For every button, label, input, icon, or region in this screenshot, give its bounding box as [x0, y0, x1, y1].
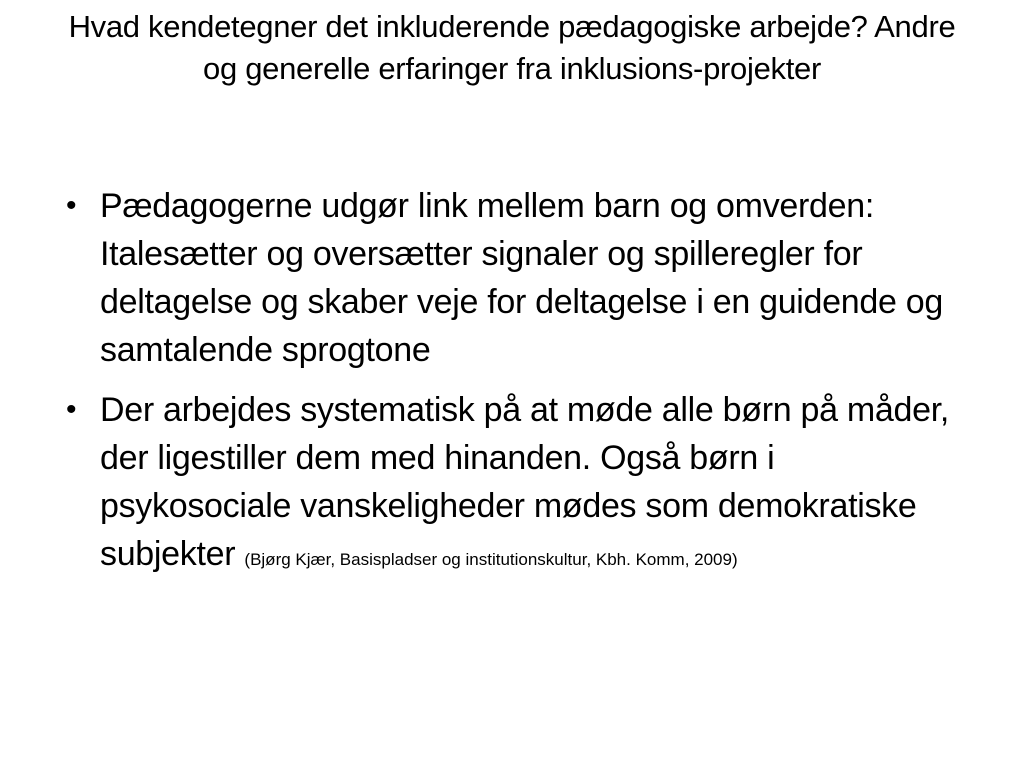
bullet-icon: • — [66, 393, 77, 426]
citation: (Bjørg Kjær, Basispladser og institutionskultur, Kbh. Komm, 2009) — [244, 550, 738, 569]
bullet-text: Der arbejdes systematisk på at møde alle børn på måder, der ligestiller dem med hinanden. Også børn i psykosociale vanskeligheder mødes som demokratiske subjekter — [100, 391, 949, 573]
bullet-item-2 — [60, 386, 972, 578]
bullet-item-1 — [60, 182, 972, 374]
bullet-list — [60, 182, 972, 590]
bullet-text: Pædagogerne udgør link mellem barn og omverden: Italesætter og oversætter signaler og spilleregler for deltagelse og skaber veje for deltagelse i en guidende og samtalende sprogtone — [100, 187, 943, 369]
bullet-icon: • — [66, 189, 77, 222]
slide-title: Hvad kendetegner det inkluderende pædagogiske arbejde? Andre og generelle erfaringer fra inklusions-projekter — [68, 9, 956, 86]
